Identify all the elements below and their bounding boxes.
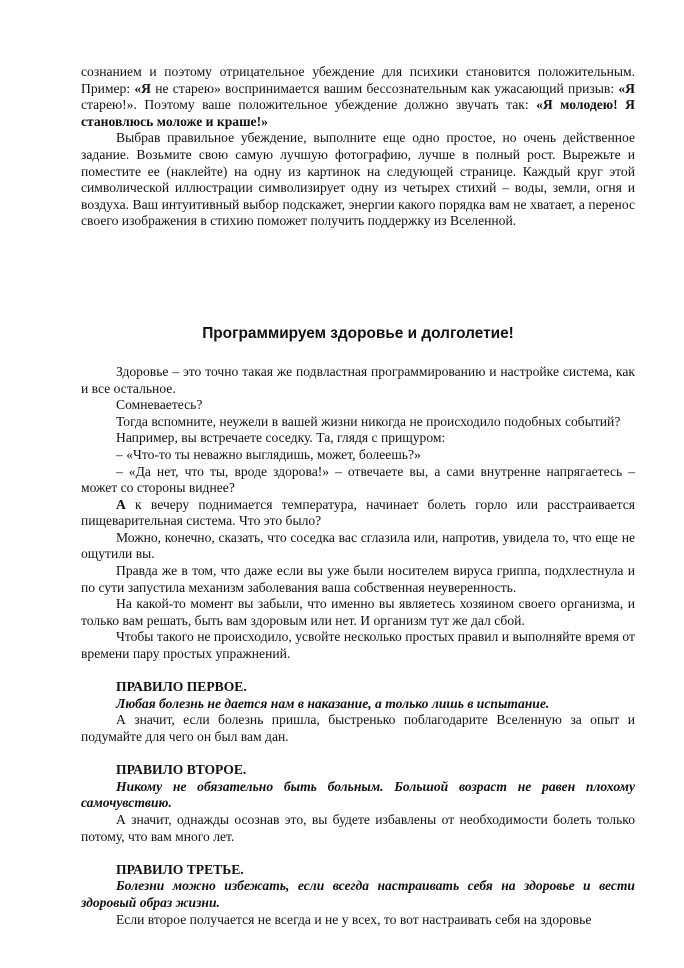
bold-run: «Я [134,80,151,96]
rule-explanation: А значит, если болезнь пришла, быстренько поблагодарите Вселенную за опыт и подумайте для чего он был вам дан. [81,712,635,744]
paragraph: Сомневаетесь? [116,397,203,413]
paragraph: На какой-то момент вы забыли, что именно вы являетесь хозяином своего организма, и только вам решать, быть вам здоровым или нет. И организм тут же дал сбой. [81,596,635,628]
rule-title: ПРАВИЛО ВТОРОЕ. [116,762,247,778]
section-spacer [81,230,635,324]
rule-explanation: А значит, однажды осознав это, вы будете избавлены от необходимости болеть только потому, что вам много лет. [81,811,635,844]
paragraph-belief-example [81,64,635,130]
rule-title: ПРАВИЛО ПЕРВОЕ. [116,679,247,695]
document-page [81,64,635,928]
paragraph [81,497,635,530]
rule-statement: Болезни можно избежать, если всегда настраивать себя на здоровье и вести здоровый образ жизни. [81,878,635,910]
rule-statement: Никому не обязательно быть больным. Большой возраст не равен плохому самочувствию. [81,778,635,811]
dialogue-line: – «Да нет, что ты, вроде здорова!» – отвечаете вы, а сами внутренне напрягаетесь – может со стороны виднее? [81,463,635,496]
paragraph: Например, вы встречаете соседку. Та, глядя с прищуром: [116,430,446,446]
section-heading: Программируем здоровье и долголетие! [202,324,514,342]
paragraph: Можно, конечно, сказать, что соседка вас сглазила или, напротив, увидела то, что еще не ощутили вы. [81,529,635,562]
paragraph: Тогда вспомните, неужели в вашей жизни никогда не происходило подобных событий? [116,413,621,429]
rule-statement: Любая болезнь не дается нам в наказание, а только лишь в испытание. [116,695,550,711]
paragraph: Чтобы такого не происходило, усвойте несколько простых правил и выполняйте время от времени пару простых упражнений. [81,629,635,662]
bold-lead: А [116,496,126,512]
dialogue-line: – «Что-то ты неважно выглядишь, может, болеешь?» [116,446,421,462]
rule-block [81,762,635,845]
paragraph: Здоровье – это точно такая же подвластная программированию и настройке система, как и все остальное. [81,363,635,396]
rule-explanation: Если второе получается не всегда и не у всех, то вот настраивать себя на здоровье [116,911,592,927]
text-run: к вечеру поднимается температура, начинает болеть горло или расстраивается пищеварительная система. Что это было? [81,496,635,529]
bold-run: «Я [618,80,635,96]
rule-block [81,862,635,928]
text-run: старею!». Поэтому ваше положительное убеждение должно звучать так: [81,97,537,113]
paragraph: Правда же в том, что даже если вы уже были носителем вируса гриппа, подхлестнула и по сути запустила механизм заболевания ваша собственная неуверенность. [81,563,635,595]
bold-affirmation: «Я молодею! Я становлюсь моложе и краше!» [81,97,635,129]
text-run: сознанием и поэтому отрицательное убеждение для психики становится положительным. Пример: [81,64,635,96]
paragraph-photo-task: Выбрав правильное убеждение, выполните еще одно простое, но очень действенное задание. Возьмите свою самую лучшую фотографию, лучше в полный рост. Вырежьте и поместите ее (наклейте) на одну из картинок на следующей странице. Каждый круг этой символической иллюстрации символизирует одну из четырех стихий – воды, земли, огня и воздуха. Ваш интуитивный выбор подскажет, энергии какого порядка вам не хватает, а перенос своего изображения в стихию поможет получить поддержку из Вселенной. [81,130,635,229]
rule-block [81,679,635,745]
rule-title: ПРАВИЛО ТРЕТЬЕ. [116,861,244,877]
text-run: не старею» воспринимается вашим бессознательным как ужасающий призыв: [150,80,619,96]
